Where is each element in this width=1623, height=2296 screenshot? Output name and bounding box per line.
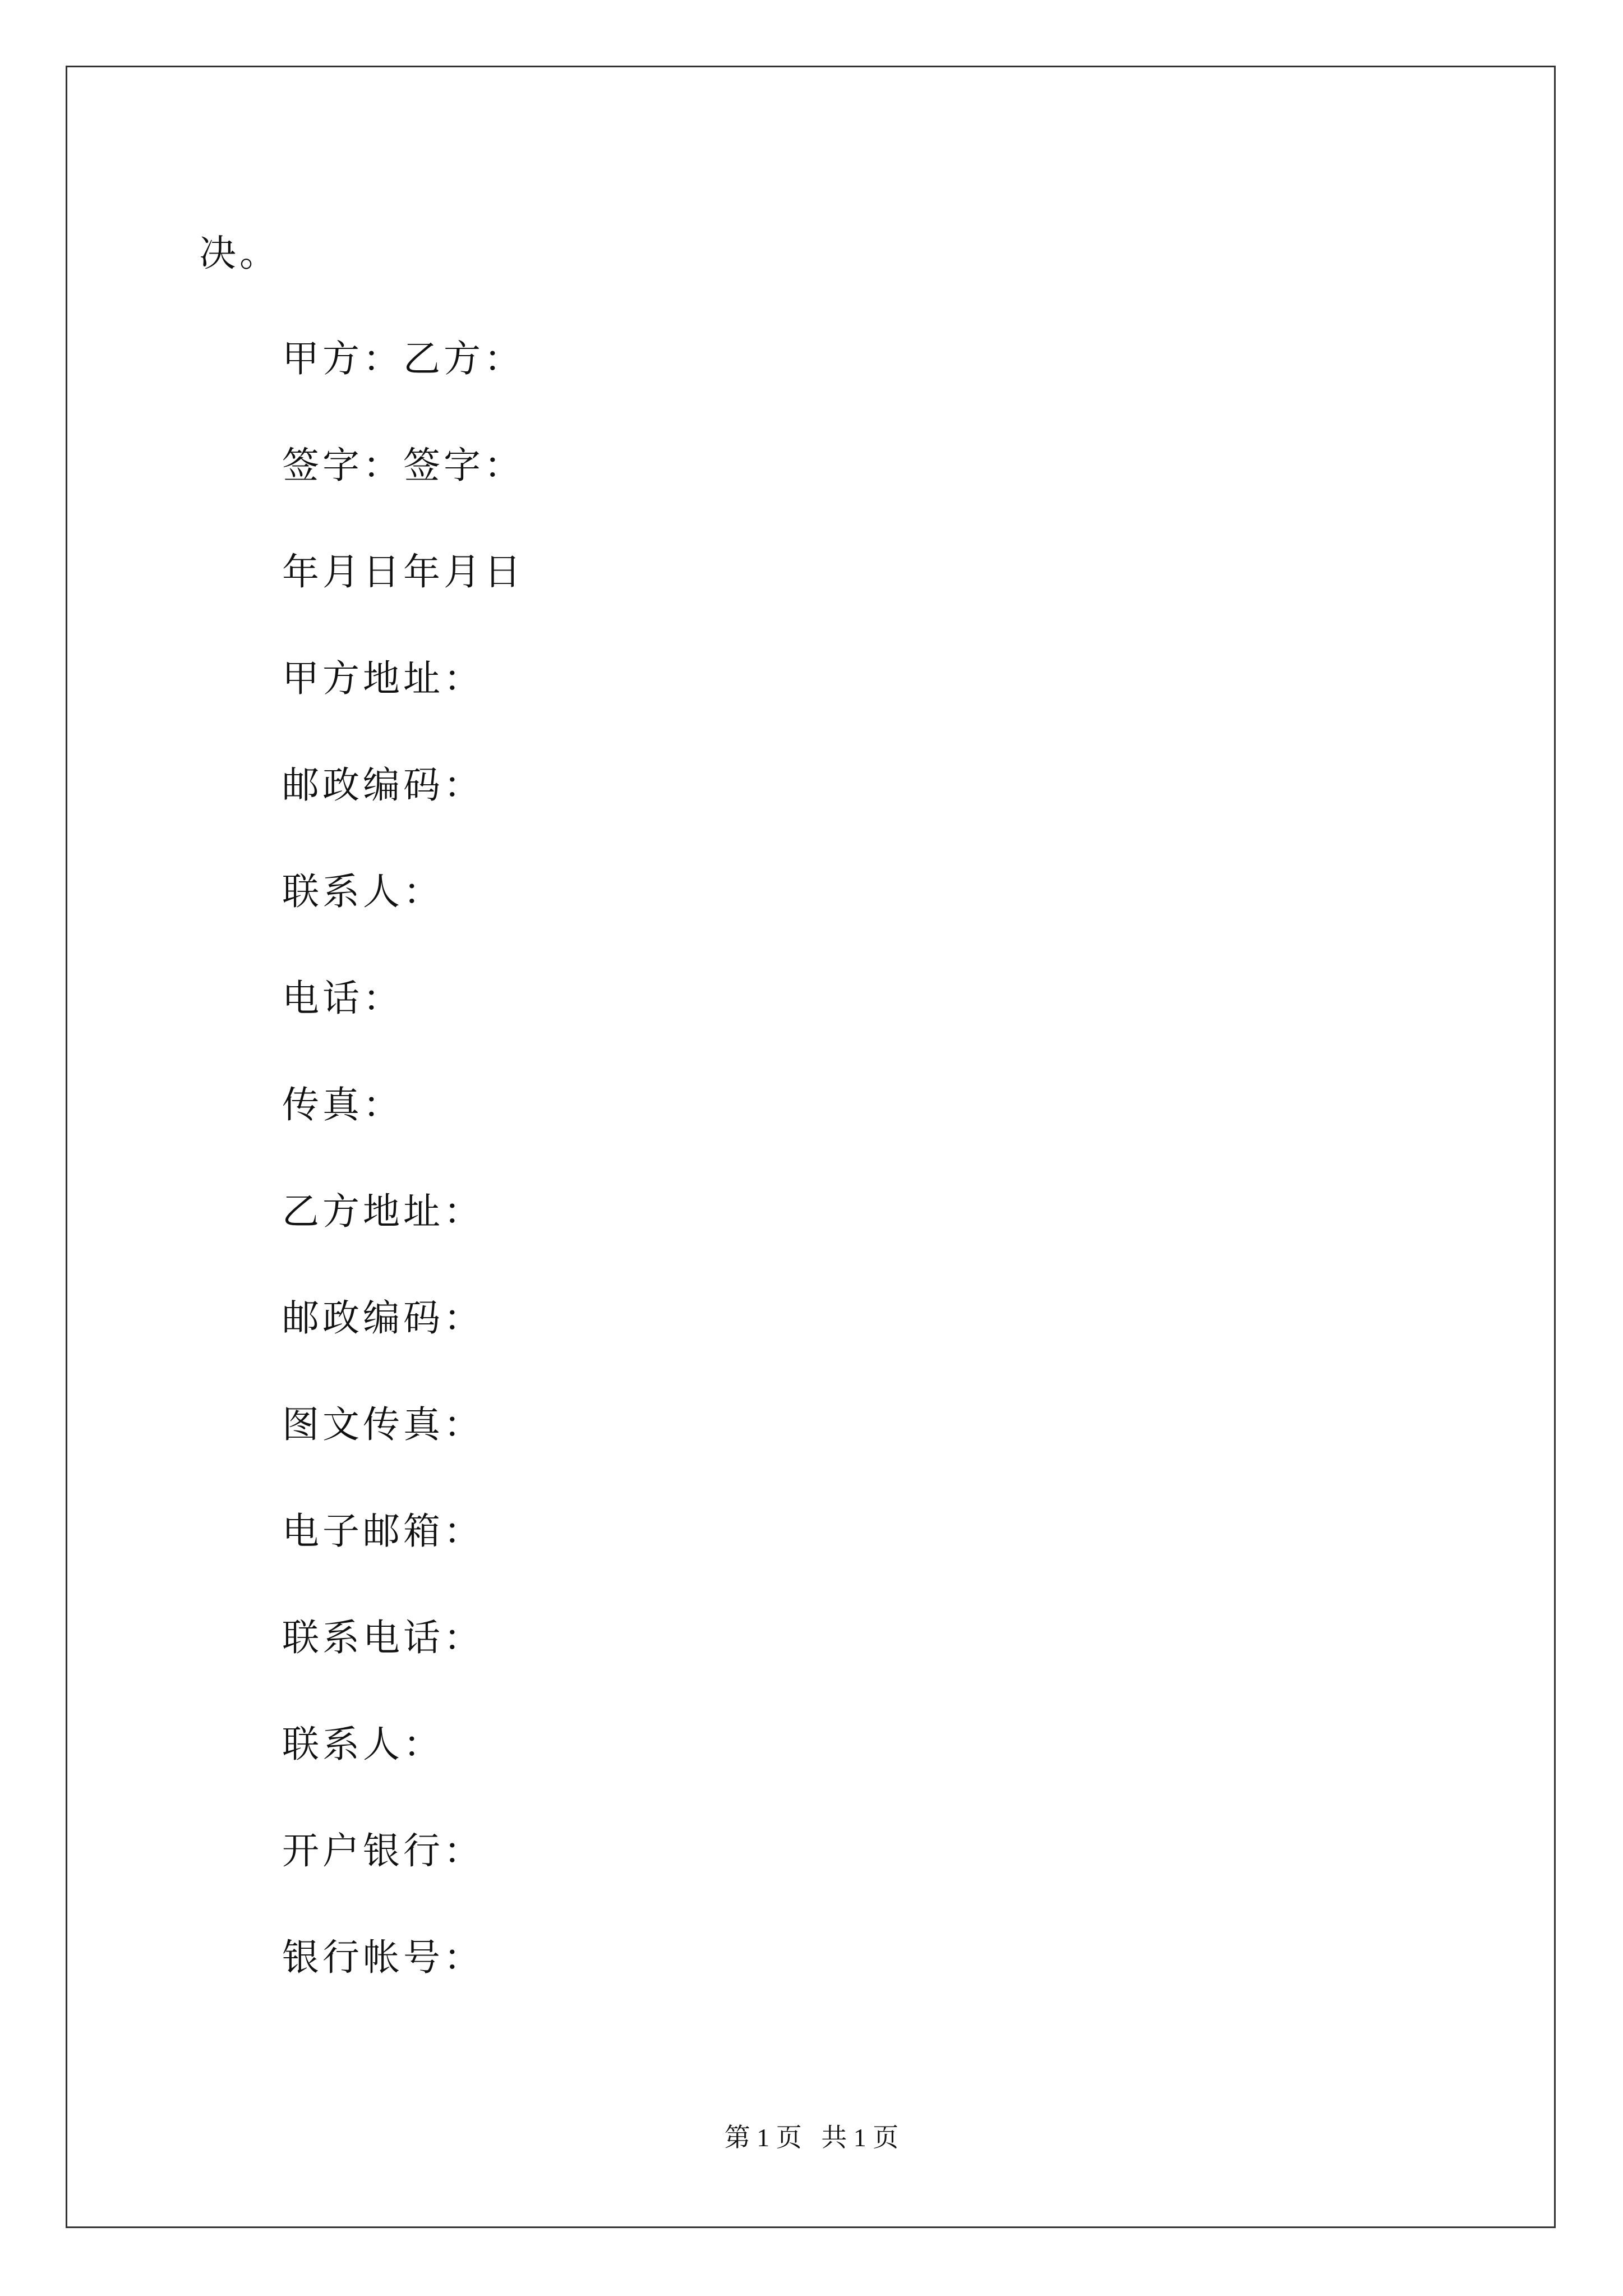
bank-account-label: 银行帐号：: [282, 1936, 484, 1979]
party-a-fax-label: 传真：: [282, 1083, 403, 1126]
party-b-contact-label: 联系人：: [282, 1723, 444, 1766]
party-b-phone-label: 联系电话：: [282, 1616, 484, 1659]
page-frame: [66, 66, 1556, 2228]
party-a-postcode-label: 邮政编码：: [282, 763, 484, 807]
party-a-contact-label: 联系人：: [282, 870, 444, 913]
party-b-address-label: 乙方地址：: [282, 1190, 484, 1233]
signature-label: 签字：签字：: [282, 444, 524, 487]
party-a-phone-label: 电话：: [282, 977, 403, 1020]
bank-name-label: 开户银行：: [282, 1829, 484, 1872]
party-b-postcode-label: 邮政编码：: [282, 1296, 484, 1340]
party-a-address-label: 甲方地址：: [282, 657, 484, 700]
date-label: 年月日年月日: [282, 550, 524, 593]
party-b-email-label: 电子邮箱：: [282, 1510, 484, 1553]
party-a-b-label: 甲方：乙方：: [282, 337, 524, 380]
page-number-footer: 第 1 页 共 1 页: [724, 2123, 899, 2152]
party-b-fax-label: 图文传真：: [282, 1403, 484, 1446]
paragraph-end-text: 决。: [199, 232, 280, 275]
